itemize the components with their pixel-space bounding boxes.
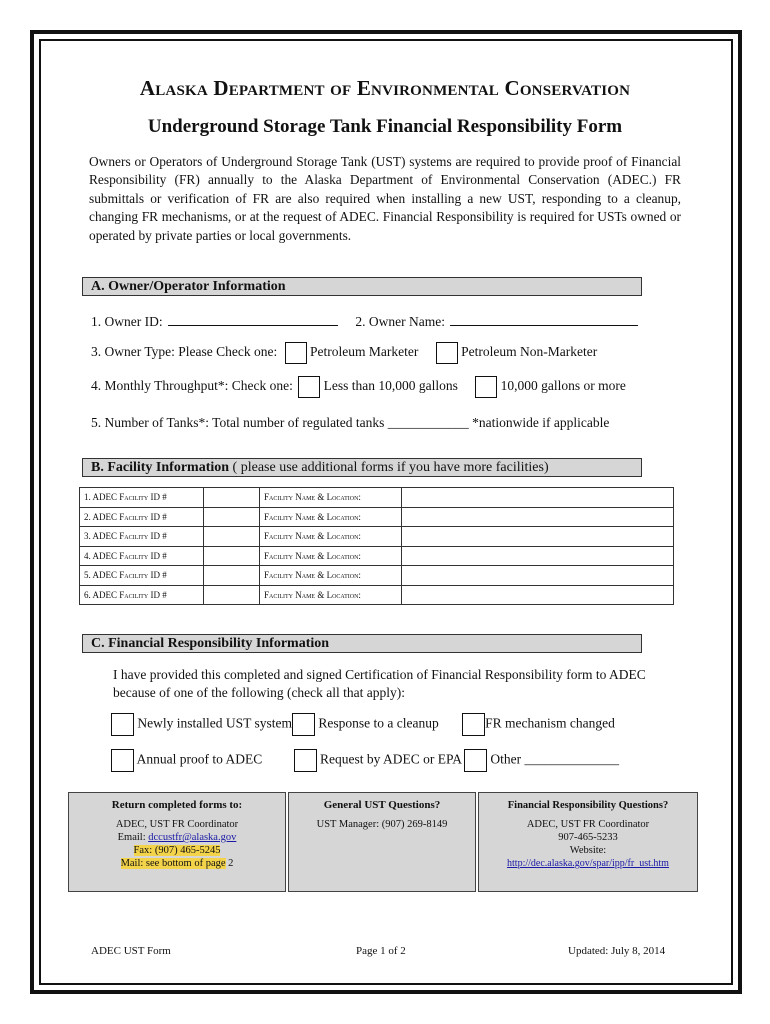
- fr-website-label: Website:: [569, 845, 607, 856]
- facility-id-field[interactable]: [204, 527, 260, 547]
- footer-form-name: ADEC UST Form: [91, 945, 171, 957]
- facility-name-field[interactable]: [402, 527, 674, 547]
- throughput-label: 4. Monthly Throughput*: Check one:: [91, 378, 293, 394]
- facility-id-label: 5. ADEC Facility ID #: [80, 566, 204, 586]
- tanks-row: [91, 415, 609, 431]
- facility-id-label: 4. ADEC Facility ID #: [80, 546, 204, 566]
- facility-id-label: 3. ADEC Facility ID #: [80, 527, 204, 547]
- tanks-label: 5. Number of Tanks*: Total number of regulated tanks: [91, 415, 385, 430]
- request-label: Request by ADEC or EPA: [320, 751, 463, 767]
- owner-type-label: 3. Owner Type: Please Check one:: [91, 344, 278, 360]
- owner-type-row: [91, 342, 597, 364]
- annual-proof-label: Annual proof to ADEC: [136, 751, 263, 767]
- facility-row: [80, 546, 674, 566]
- petroleum-non-marketer-checkbox[interactable]: [436, 342, 458, 364]
- facility-id-label: 2. ADEC Facility ID #: [80, 507, 204, 527]
- facility-name-field[interactable]: [402, 546, 674, 566]
- petroleum-marketer-checkbox[interactable]: [285, 342, 307, 364]
- owner-id-label: 1. Owner ID:: [91, 314, 163, 329]
- facility-row: [80, 507, 674, 527]
- return-mail: Mail: see bottom of page 2: [120, 858, 234, 869]
- facility-name-label: Facility Name & Location:: [260, 585, 402, 605]
- throughput-row: [91, 376, 626, 398]
- less-than-10000-checkbox[interactable]: [298, 376, 320, 398]
- return-fax: Fax: (907) 465-5245: [133, 845, 221, 856]
- facility-id-field[interactable]: [204, 488, 260, 508]
- cleanup-checkbox[interactable]: [292, 713, 315, 736]
- other-label: Other ______________: [490, 751, 620, 767]
- fr-options-row-2: [111, 749, 619, 772]
- facility-row: [80, 585, 674, 605]
- tanks-field[interactable]: ____________: [387, 415, 469, 430]
- other-checkbox[interactable]: [464, 749, 487, 772]
- fr-website-link[interactable]: http://dec.alaska.gov/spar/ipp/fr_ust.htm: [507, 858, 669, 869]
- owner-name-label: 2. Owner Name:: [355, 314, 445, 329]
- owner-id-row: [91, 313, 638, 330]
- form-title: Underground Storage Tank Financial Responsibility Form: [147, 116, 623, 137]
- newly-installed-checkbox[interactable]: [111, 713, 134, 736]
- less-than-10000-label: Less than 10,000 gallons: [323, 378, 458, 394]
- facility-name-field[interactable]: [402, 585, 674, 605]
- 10000-or-more-checkbox[interactable]: [475, 376, 497, 398]
- owner-id-field[interactable]: [168, 313, 338, 326]
- facility-name-label: Facility Name & Location:: [260, 488, 402, 508]
- facility-id-field[interactable]: [204, 507, 260, 527]
- return-coordinator: ADEC, UST FR Coordinator: [115, 819, 239, 830]
- facility-table: [79, 487, 674, 605]
- facility-id-label: 1. ADEC Facility ID #: [80, 488, 204, 508]
- agency-name: Alaska Department of Environmental Conservation: [139, 76, 631, 100]
- general-questions-box: [288, 792, 476, 892]
- facility-id-field[interactable]: [204, 585, 260, 605]
- petroleum-non-marketer-label: Petroleum Non-Marketer: [461, 344, 598, 360]
- fr-options-row-1: [111, 713, 615, 736]
- facility-id-field[interactable]: [204, 546, 260, 566]
- general-questions-heading: General UST Questions?: [323, 799, 441, 811]
- request-checkbox[interactable]: [294, 749, 317, 772]
- return-forms-heading: Return completed forms to:: [111, 799, 243, 811]
- 10000-or-more-label: 10,000 gallons or more: [500, 378, 626, 394]
- section-a-heading: A. Owner/Operator Information: [82, 277, 642, 296]
- section-c-heading: C. Financial Responsibility Information: [82, 634, 642, 653]
- return-email-line: Email: dccustfr@alaska.gov: [117, 832, 237, 843]
- facility-name-label: Facility Name & Location:: [260, 527, 402, 547]
- fr-coordinator: ADEC, UST FR Coordinator: [526, 819, 650, 830]
- return-email-link[interactable]: dccustfr@alaska.gov: [148, 832, 237, 843]
- facility-name-field[interactable]: [402, 507, 674, 527]
- cleanup-label: Response to a cleanup: [318, 715, 439, 731]
- facility-id-label: 6. ADEC Facility ID #: [80, 585, 204, 605]
- petroleum-marketer-label: Petroleum Marketer: [310, 344, 419, 360]
- return-forms-box: [68, 792, 286, 892]
- facility-name-field[interactable]: [402, 566, 674, 586]
- owner-name-field[interactable]: [450, 313, 638, 326]
- facility-id-field[interactable]: [204, 566, 260, 586]
- newly-installed-label: Newly installed UST system: [137, 715, 292, 731]
- fr-statement: I have provided this completed and signed Certification of Financial Responsibility form to ADEC because of one of the following (check all that apply):: [113, 667, 646, 700]
- mechanism-changed-checkbox[interactable]: [462, 713, 485, 736]
- tanks-note: *nationwide if applicable: [472, 415, 610, 430]
- facility-name-label: Facility Name & Location:: [260, 507, 402, 527]
- annual-proof-checkbox[interactable]: [111, 749, 134, 772]
- facility-name-field[interactable]: [402, 488, 674, 508]
- footer-updated-date: Updated: July 8, 2014: [568, 945, 666, 957]
- ust-manager-phone: UST Manager: (907) 269-8149: [316, 819, 448, 830]
- fr-phone: 907-465-5233: [558, 832, 618, 843]
- mechanism-changed-label: FR mechanism changed: [485, 715, 615, 731]
- facility-row: [80, 566, 674, 586]
- section-b-heading: B. Facility Information ( please use additional forms if you have more facilities): [82, 458, 642, 477]
- footer-page-number: Page 1 of 2: [356, 945, 406, 957]
- facility-name-label: Facility Name & Location:: [260, 566, 402, 586]
- intro-paragraph: Owners or Operators of Underground Storage Tank (UST) systems are required to provide proof of Financial Responsibility (FR) annually to the Alaska Department of Environmental Conservation (ADEC.) FR submittals or verification of FR are also required when installing a new UST, responding to a cleanup, changing FR mechanisms, or at the request of ADEC. Financial Responsibility is required for USTs owned or operated by private parties or local governments.: [89, 154, 681, 243]
- fr-questions-box: [478, 792, 698, 892]
- fr-questions-heading: Financial Responsibility Questions?: [507, 800, 669, 811]
- facility-name-label: Facility Name & Location:: [260, 546, 402, 566]
- facility-row: [80, 527, 674, 547]
- facility-row: [80, 488, 674, 508]
